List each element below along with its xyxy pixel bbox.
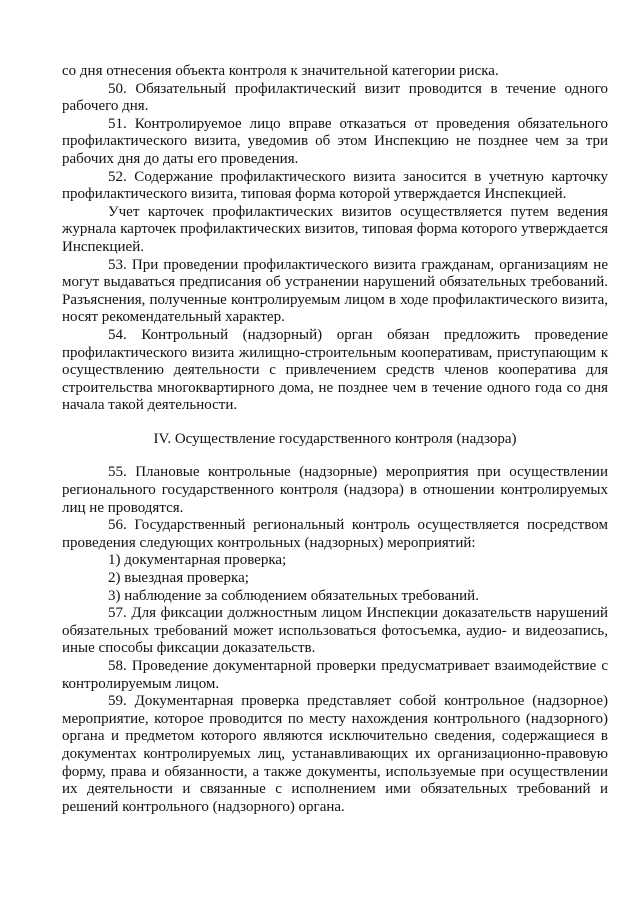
paragraph-50: 50. Обязательный профилактический визит проводится в течение одного рабочего дня. [62, 80, 608, 115]
paragraph-53: 53. При проведении профилактического визита гражданам, организациям не могут выдаваться предписания об устранении нарушений обязательных требований. Разъяснения, полученные контролируемым лицом в ходе профилактического визита, носят рекомендательный характер. [62, 256, 608, 326]
paragraph-54: 54. Контрольный (надзорный) орган обязан предложить проведение профилактического визита жилищно-строительным кооперативам, приступающим к осуществлению деятельности с привлечением средств членов кооператива для строительства многоквартирного дома, не позднее чем в течение одного года со дня начала такой деятельности. [62, 326, 608, 414]
paragraph-journal: Учет карточек профилактических визитов осуществляется путем ведения журнала карточек профилактических визитов, типовая форма которого утверждается Инспекцией. [62, 203, 608, 255]
paragraph-51: 51. Контролируемое лицо вправе отказаться от проведения обязательного профилактического визита, уведомив об этом Инспекцию не позднее чем за три рабочих дня до даты его проведения. [62, 115, 608, 167]
paragraph-56: 56. Государственный региональный контроль осуществляется посредством проведения следующих контрольных (надзорных) мероприятий: [62, 517, 608, 551]
paragraph-52: 52. Содержание профилактического визита заносится в учетную карточку профилактического визита, типовая форма которой утверждается Инспекцией. [62, 168, 608, 203]
list-item: 2) выездная проверка; [108, 570, 249, 587]
paragraph-57: 57. Для фиксации должностным лицом Инспекции доказательств нарушений обязательных требований может использоваться фотосъемка, аудио- и видеозапись, иные способы фиксации доказательств. [62, 605, 608, 657]
paragraph-55: 55. Плановые контрольные (надзорные) мероприятия при осуществлении регионального государственного контроля (надзора) в отношении контролируемых лиц не проводятся. [62, 464, 608, 516]
section-heading: IV. Осуществление государственного контроля (надзора) [153, 430, 517, 447]
list-item: 3) наблюдение за соблюдением обязательных требований. [108, 587, 479, 604]
paragraph-58: 58. Проведение документарной проверки предусматривает взаимодействие с контролируемым лицом. [62, 658, 608, 692]
list-item: 1) документарная проверка; [108, 552, 287, 569]
document-page [62, 63, 608, 816]
paragraph-continuation: со дня отнесения объекта контроля к значительной категории риска. [62, 63, 499, 79]
paragraph-59: 59. Документарная проверка представляет собой контрольное (надзорное) мероприятие, которое проводится по месту нахождения контрольного (надзорного) органа и предметом которого являются исключительно сведения, содержащиеся в документах контролируемых лиц, устанавливающих их организационно-правовую форму, права и обязанности, а также документы, используемые при осуществлении их деятельности и связанные с исполнением ими обязательных требований и решений контрольного (надзорного) органа. [62, 693, 608, 815]
